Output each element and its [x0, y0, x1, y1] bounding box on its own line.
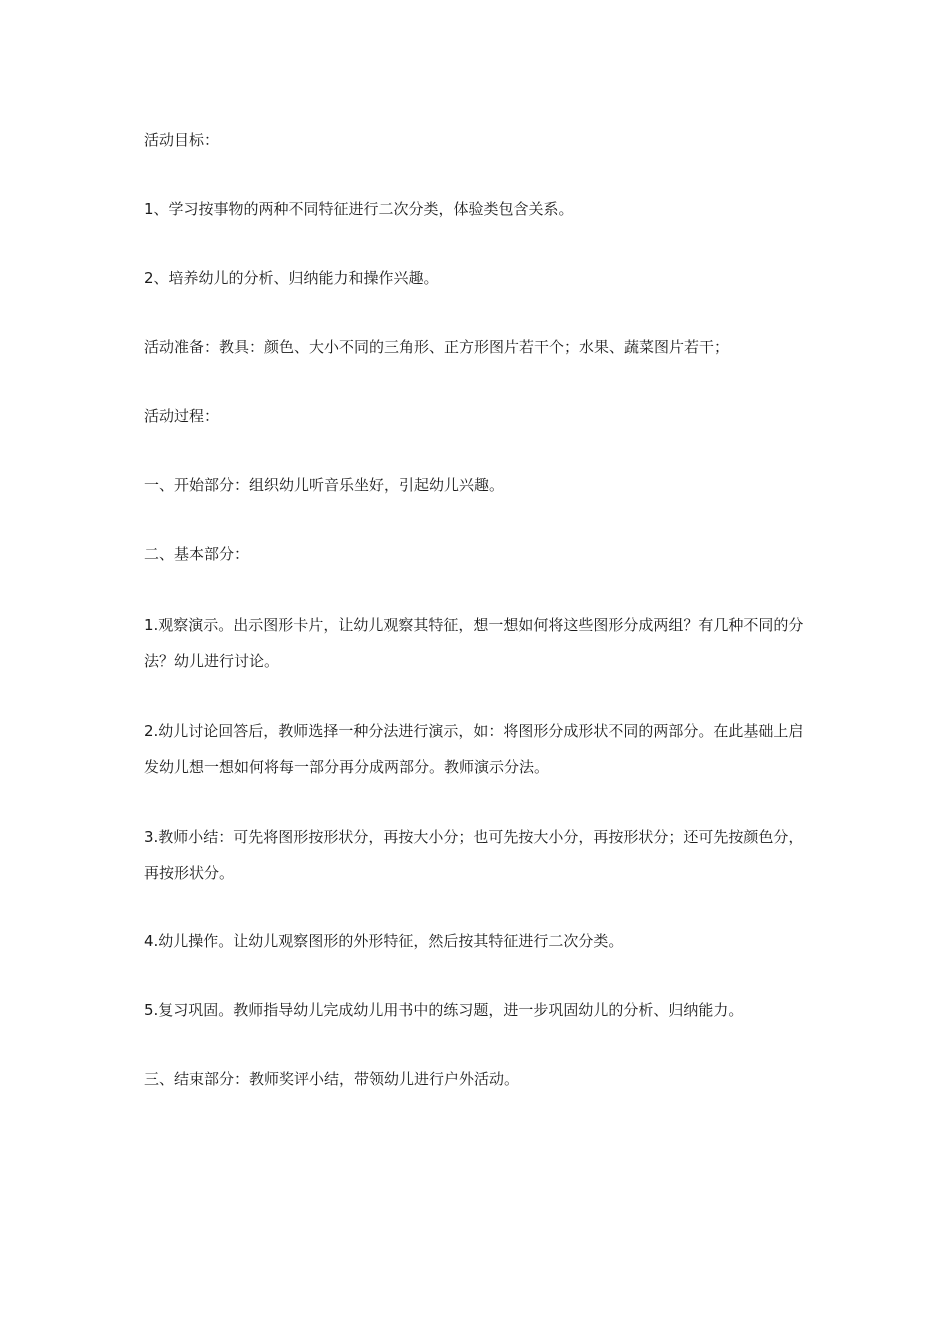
- goal-item-1: 1、学习按事物的两种不同特征进行二次分类，体验类包含关系。: [144, 200, 574, 218]
- basic-step-4: 4.幼儿操作。让幼儿观察图形的外形特征，然后按其特征进行二次分类。: [144, 932, 624, 950]
- process-section-start: 一、开始部分：组织幼儿听音乐坐好，引起幼儿兴趣。: [144, 476, 505, 494]
- process-section-basic: 二、基本部分：: [144, 545, 250, 563]
- activity-preparation: 活动准备：教具：颜色、大小不同的三角形、正方形图片若干个；水果、蔬菜图片若干；: [144, 338, 730, 356]
- basic-step-1: 1.观察演示。出示图形卡片，让幼儿观察其特征，想一想如何将这些图形分成两组？有几种不同的分法？幼儿进行讨论。: [144, 616, 804, 670]
- heading-activity-process: 活动过程：: [144, 407, 220, 425]
- basic-step-2: 2.幼儿讨论回答后，教师选择一种分法进行演示，如：将图形分成形状不同的两部分。在此基础上启发幼儿想一想如何将每一部分再分成两部分。教师演示分法。: [144, 722, 804, 776]
- document-body: [144, 124, 810, 1096]
- basic-step-5: 5.复习巩固。教师指导幼儿完成幼儿用书中的练习题，进一步巩固幼儿的分析、归纳能力。: [144, 1001, 744, 1019]
- basic-step-3: 3.教师小结：可先将图形按形状分，再按大小分；也可先按大小分，再按形状分；还可先按颜色分，再按形状分。: [144, 828, 804, 882]
- heading-activity-goals: 活动目标：: [144, 131, 220, 149]
- process-section-end: 三、结束部分：教师奖评小结，带领幼儿进行户外活动。: [144, 1070, 520, 1088]
- goal-item-2: 2、培养幼儿的分析、归纳能力和操作兴趣。: [144, 269, 439, 287]
